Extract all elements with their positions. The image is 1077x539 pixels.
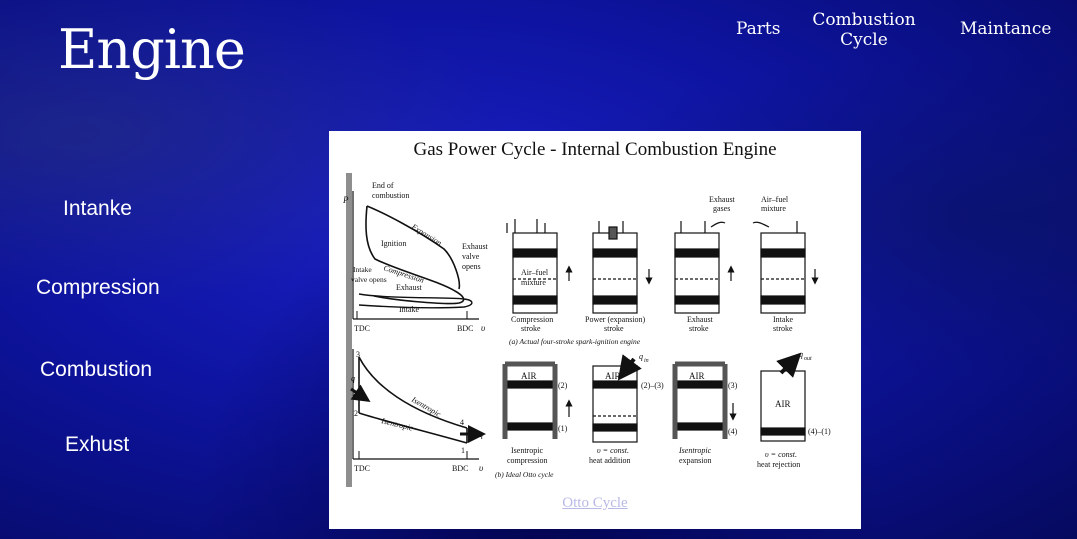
lbl-airfuel-2: mixture [761, 204, 786, 213]
lbl-cyl-airfuel-2: mixture [521, 278, 546, 287]
scan-edge [346, 173, 352, 487]
state-label-2-3: (2)–(3) [641, 381, 664, 390]
air-cyl-1: AIR [521, 371, 537, 381]
lbl-end-of: End of [372, 181, 394, 190]
otto-cycle-figure [329, 131, 861, 529]
lbl-tdc-bottom: TDC [354, 464, 370, 473]
actual-pv-graph [342, 181, 489, 333]
process-3-line1: Isentropic [679, 446, 712, 455]
lbl-intake: Intake [399, 305, 419, 314]
nav-combustion-line2: Cycle [840, 30, 888, 50]
stroke-2-line2: stroke [604, 324, 624, 333]
caption-ideal: (b) Ideal Otto cycle [495, 470, 554, 479]
sidebar-item-intake[interactable]: Intanke [63, 197, 132, 220]
lbl-airfuel-1: Air–fuel [761, 195, 789, 204]
stroke-1-line1: Compression [511, 315, 554, 324]
lbl-bdc-top: BDC [457, 324, 474, 333]
qin-label: q [639, 352, 643, 361]
stroke-4-line2: stroke [773, 324, 793, 333]
lbl-exhaust-valve: Exhaust [462, 242, 488, 251]
qout-sub: out [804, 356, 812, 362]
stroke-3-line2: stroke [689, 324, 709, 333]
lbl-isentropic-upper: Isentropic [410, 394, 443, 419]
process-2-line1: υ = const. [597, 446, 629, 455]
state-4: 4 [460, 418, 464, 427]
stroke-2-line1: Power (expansion) [585, 315, 646, 324]
lbl-exhaust: Exhaust [396, 283, 422, 292]
otto-cycle-link[interactable]: Otto Cycle [562, 495, 628, 511]
lbl-intake-valve: Intake [353, 265, 372, 274]
state-label-4: (4) [728, 427, 738, 436]
figure-title: Gas Power Cycle - Internal Combustion Engine [413, 139, 777, 160]
p-axis-label: P [343, 195, 349, 205]
lbl-exhaust-gases-1: Exhaust [709, 195, 735, 204]
state-2: 2 [354, 409, 358, 418]
process-2-line2: heat addition [589, 456, 631, 465]
actual-engine-strokes [507, 219, 815, 313]
stroke-3-line1: Exhaust [687, 315, 713, 324]
top-nav [0, 10, 1077, 60]
lbl-valve-opens: valve opens [351, 275, 387, 284]
nav-combustion-line1: Combustion [812, 10, 916, 30]
lbl-exhaust-gases-2: gases [713, 204, 731, 213]
lbl-combustion: combustion [372, 191, 410, 200]
qout-label: q [799, 350, 803, 359]
state-3: 3 [356, 350, 360, 359]
lbl-v-top: υ [481, 323, 486, 333]
lbl-compression: Compression [382, 263, 426, 285]
state-label-1: (1) [558, 424, 568, 433]
lbl-v-bottom: υ [479, 463, 484, 473]
lbl-valve: valve [462, 252, 480, 261]
state-label-4-1: (4)–(1) [808, 427, 831, 436]
qout-left: q [479, 430, 483, 439]
qin-sub: in [644, 358, 649, 364]
lbl-bdc-bottom: BDC [452, 464, 469, 473]
lbl-isentropic-lower: Isentropic [380, 416, 414, 433]
qin-left: q [351, 374, 355, 383]
process-3-line2: expansion [679, 456, 712, 465]
air-cyl-4: AIR [775, 399, 791, 409]
state-1: 1 [461, 446, 465, 455]
sidebar-item-exhaust[interactable]: Exhust [65, 433, 130, 456]
caption-actual: (a) Actual four-stroke spark-ignition engine [509, 337, 641, 346]
ideal-otto-cylinders [505, 359, 805, 442]
process-1-line1: Isentropic [511, 446, 543, 455]
ideal-pv-graph [351, 349, 483, 473]
lbl-expansion: Expansion [409, 222, 444, 248]
state-label-3: (3) [728, 381, 738, 390]
stroke-4-line1: Intake [773, 315, 793, 324]
air-cyl-2: AIR [605, 371, 621, 381]
state-label-2: (2) [558, 381, 568, 390]
process-4-line2: heat rejection [757, 460, 801, 469]
lbl-cyl-airfuel-1: Air–fuel [521, 268, 549, 277]
nav-combustion-cycle[interactable] [808, 10, 920, 50]
page-title: Engine [58, 18, 245, 81]
process-4-line1: υ = const. [765, 450, 797, 459]
process-1-line2: compression [507, 456, 548, 465]
lbl-ignition: Ignition [381, 239, 407, 248]
sidebar-item-compression[interactable]: Compression [36, 276, 160, 299]
stroke-1-line2: stroke [521, 324, 541, 333]
otto-cycle-diagram [329, 131, 861, 491]
sidebar-item-combustion[interactable]: Combustion [40, 358, 153, 381]
nav-parts[interactable]: Parts [736, 19, 781, 39]
nav-maintance[interactable]: Maintance [960, 19, 1052, 39]
air-cyl-3: AIR [689, 371, 705, 381]
lbl-tdc-top: TDC [354, 324, 370, 333]
lbl-opens: opens [462, 262, 481, 271]
